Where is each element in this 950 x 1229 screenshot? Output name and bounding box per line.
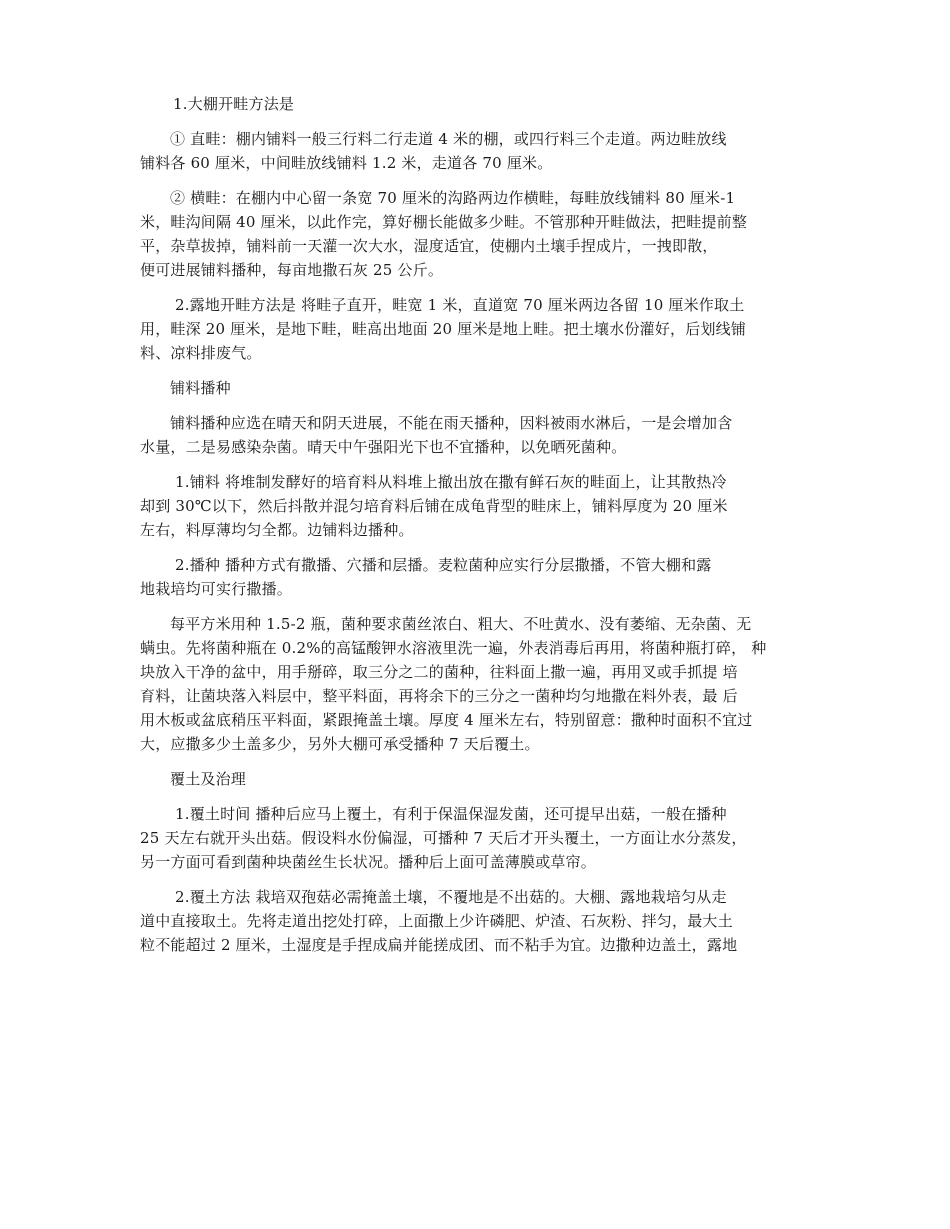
paragraph-open-field-method <box>140 293 805 365</box>
text-line: 料、凉料排废气。 <box>140 344 262 362</box>
text-line: 用，畦深 20 厘米，是地下畦，畦高出地面 20 厘米是地上畦。把土壤水份灌好，后划线铺 <box>140 320 747 338</box>
text-line: 地栽培均可实行撒播。 <box>140 580 293 598</box>
text-line: 每平方米用种 1.5-2 瓶，菌种要求菌丝浓白、粗大、不吐黄水、没有萎缩、无杂菌、无 <box>170 615 752 633</box>
text-line: 铺料播种应选在晴天和阴天进展，不能在雨天播种，因料被雨水淋后，一是会增加含 <box>170 414 733 432</box>
text-line: 1.铺料 将堆制发酵好的培育料从料堆上撤出放在撒有鲜石灰的畦面上，让其散热冷 <box>175 473 727 491</box>
text-line: 铺料各 60 厘米，中间畦放线铺料 1.2 米，走道各 70 厘米。 <box>140 154 553 172</box>
text-line: 铺料播种 <box>170 379 231 397</box>
text-line: 2.露地开畦方法是 将畦子直开，畦宽 1 米，直道宽 70 厘米两边各留 10 厘米作取土 <box>175 296 745 314</box>
text-line: 粒不能超过 2 厘米，土湿度是手捏成扁并能搓成团、而不粘手为宜。边撒种边盖土，露地 <box>140 936 738 954</box>
text-line: 另一方面可看到菌种块菌丝生长状况。播种后上面可盖薄膜或草帘。 <box>140 853 597 871</box>
document-page <box>140 92 805 957</box>
text-line: 育料，让菌块落入料层中，整平料面，再将余下的三分之一菌种均匀地撒在料外表，最 后 <box>140 687 738 705</box>
text-line: ② 横畦：在棚内中心留一条宽 70 厘米的沟路两边作横畦，每畦放线铺料 80 厘米-1 <box>170 189 736 207</box>
text-line: 1.覆土时间 播种后应马上覆土，有利于保温保湿发菌，还可提早出菇，一般在播种 <box>175 805 727 823</box>
text-line: 覆土及治理 <box>170 770 247 788</box>
paragraph-casing-time <box>140 802 805 874</box>
text-line: 大，应撒多少土盖多少，另外大棚可承受播种 7 天后覆土。 <box>140 735 540 753</box>
text-line: 1.大棚开畦方法是 <box>173 95 295 113</box>
paragraph-cross-bed <box>140 186 805 282</box>
text-line: 2.覆土方法 栽培双孢菇必需掩盖土壤，不覆地是不出菇的。大棚、露地栽培匀从走 <box>175 888 727 906</box>
text-line: 2.播种 播种方式有撒播、穴播和层播。麦粒菌种应实行分层撒播，不管大棚和露 <box>175 556 712 574</box>
text-line: 用木板或盆底稍压平料面，紧跟掩盖土壤。厚度 4 厘米左右，特别留意：撒种时面积不宜过 <box>140 711 753 729</box>
text-line: 道中直接取土。先将走道出挖处打碎，上面撒上少许磷肥、炉渣、石灰粉、拌匀，最大土 <box>140 912 733 930</box>
text-line: 却到 30℃以下，然后抖散并混匀培育料后铺在成龟背型的畦床上，铺料厚度为 20 厘米 <box>140 497 728 515</box>
paragraph-spreading-material <box>140 470 805 542</box>
section-heading-casing <box>140 767 805 791</box>
text-line: 米，畦沟间隔 40 厘米，以此作完，算好棚长能做多少畦。不管那种开畦做法，把畦提前整 <box>140 213 748 231</box>
text-line: 左右，料厚薄均匀全都。边铺料边播种。 <box>140 521 414 539</box>
paragraph-casing-method <box>140 885 805 957</box>
section-heading-sowing <box>140 376 805 400</box>
text-line: 水量，二是易感染杂菌。晴天中午强阳光下也不宜播种，以免晒死菌种。 <box>140 438 627 456</box>
text-line: 块放入干净的盆中，用手掰碎，取三分之二的菌种，往料面上撒一遍，再用叉或手抓提 培 <box>140 663 738 681</box>
text-line: 25 天左右就开头出菇。假设料水份偏湿，可播种 7 天后才开头覆土，一方面让水分蒸发， <box>140 829 747 847</box>
text-line: 平，杂草拔掉，铺料前一天灌一次大水，湿度适宜，使棚内土壤手捏成片，一拽即散， <box>140 237 718 255</box>
paragraph-greenhouse-method-heading <box>140 92 805 116</box>
text-line: 螨虫。先将菌种瓶在 0.2%的高锰酸钾水溶液里洗一遍，外表消毒后再用，将菌种瓶打碎， 种 <box>140 639 767 657</box>
paragraph-sowing-method <box>140 553 805 601</box>
paragraph-seed-amount <box>140 612 805 756</box>
text-line: ① 直畦：棚内铺料一般三行料二行走道 4 米的棚，或四行料三个走道。两边畦放线 <box>170 130 727 148</box>
text-line: 便可进展铺料播种，每亩地撒石灰 25 公斤。 <box>140 261 444 279</box>
paragraph-straight-bed <box>140 127 805 175</box>
paragraph-sowing-weather <box>140 411 805 459</box>
